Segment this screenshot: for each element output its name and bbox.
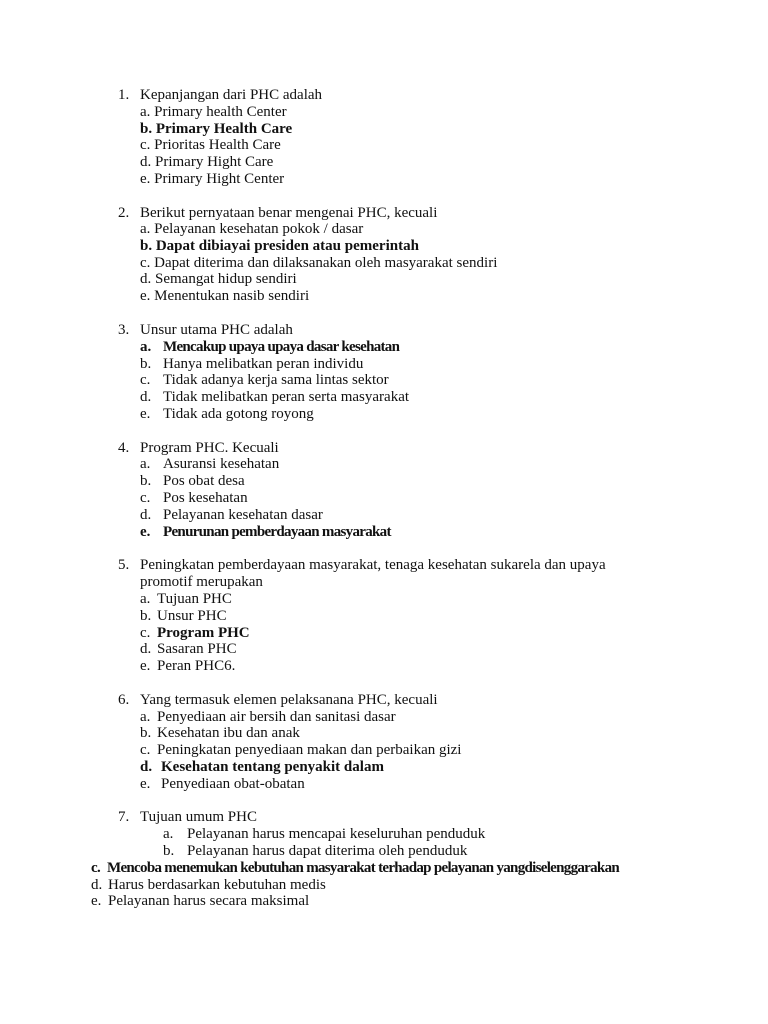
answer-option: Unsur PHC <box>157 608 227 624</box>
option-letter: a. <box>140 591 151 607</box>
answer-option-correct: b. Dapat dibiayai presiden atau pemerintah <box>140 238 419 254</box>
option-letter: b. <box>163 843 175 859</box>
option-letter: c. <box>140 372 151 388</box>
option-letter: c. <box>140 625 151 641</box>
answer-option: Peran PHC6. <box>157 658 236 674</box>
answer-option: Penyediaan air bersih dan sanitasi dasar <box>157 709 396 725</box>
answer-option: Pelayanan harus dapat diterima oleh penduduk <box>187 843 468 859</box>
question-number: 2. <box>118 205 130 221</box>
answer-option: Pelayanan harus mencapai keseluruhan penduduk <box>187 826 486 842</box>
question-number: 7. <box>118 809 130 825</box>
answer-option: e. Primary Hight Center <box>140 171 285 187</box>
answer-option: Harus berdasarkan kebutuhan medis <box>108 877 326 893</box>
option-letter: d. <box>140 389 152 405</box>
option-letter: b. <box>140 725 152 741</box>
answer-option: Pelayanan kesehatan dasar <box>163 507 323 523</box>
option-letter: e. <box>140 776 151 792</box>
answer-option: Peningkatan penyediaan makan dan perbaikan gizi <box>157 742 462 758</box>
answer-option: d. Semangat hidup sendiri <box>140 271 297 287</box>
answer-option: c. Prioritas Health Care <box>140 137 281 153</box>
answer-option: c. Dapat diterima dan dilaksanakan oleh masyarakat sendiri <box>140 255 498 271</box>
answer-option-correct: Mencakup upaya upaya dasar kesehatan <box>163 339 400 355</box>
answer-option: e. Menentukan nasib sendiri <box>140 288 310 304</box>
option-letter: e. <box>91 893 102 909</box>
question-text: Berikut pernyataan benar mengenai PHC, kecuali <box>140 205 438 221</box>
option-letter: c. <box>140 742 151 758</box>
answer-option: a. Primary health Center <box>140 104 287 120</box>
option-letter: c. <box>91 860 101 876</box>
question-number: 3. <box>118 322 130 338</box>
option-letter: a. <box>140 709 151 725</box>
question-number: 5. <box>118 557 130 573</box>
answer-option-correct: b. Primary Health Care <box>140 121 293 137</box>
question-number: 6. <box>118 692 130 708</box>
question-number: 4. <box>118 440 130 456</box>
answer-option: Tujuan PHC <box>157 591 232 607</box>
answer-option: Tidak adanya kerja sama lintas sektor <box>163 372 389 388</box>
answer-option: Asuransi kesehatan <box>163 456 280 472</box>
question-text: Program PHC. Kecuali <box>140 440 279 456</box>
option-letter: b. <box>140 473 152 489</box>
option-letter: d. <box>91 877 103 893</box>
option-letter: a. <box>163 826 174 842</box>
answer-option: Pos obat desa <box>163 473 245 489</box>
option-letter: d. <box>140 507 152 523</box>
answer-option: a. Pelayanan kesehatan pokok / dasar <box>140 221 364 237</box>
answer-option: Pos kesehatan <box>163 490 248 506</box>
option-letter: b. <box>140 608 152 624</box>
answer-option: Kesehatan ibu dan anak <box>157 725 300 741</box>
question-text: Kepanjangan dari PHC adalah <box>140 87 323 103</box>
answer-option-correct: Program PHC <box>157 625 250 641</box>
option-letter: c. <box>140 490 151 506</box>
answer-option: Tidak ada gotong royong <box>163 406 314 422</box>
question-text: Yang termasuk elemen pelaksanana PHC, kecuali <box>140 692 438 708</box>
option-letter: b. <box>140 356 152 372</box>
option-letter: a. <box>140 456 151 472</box>
answer-option: Penyediaan obat-obatan <box>161 776 305 792</box>
question-text: Tujuan umum PHC <box>140 809 257 825</box>
question-text: Peningkatan pemberdayaan masyarakat, tenaga kesehatan sukarela dan upaya <box>140 557 606 573</box>
option-letter: e. <box>140 658 151 674</box>
answer-option: Sasaran PHC <box>157 641 237 657</box>
question-text-continued: promotif merupakan <box>140 574 263 590</box>
question-text: Unsur utama PHC adalah <box>140 322 293 338</box>
answer-option: Tidak melibatkan peran serta masyarakat <box>163 389 410 405</box>
option-letter: d. <box>140 641 152 657</box>
option-letter: a. <box>140 339 152 355</box>
answer-option-correct: Kesehatan tentang penyakit dalam <box>161 759 384 775</box>
answer-option: Pelayanan harus secara maksimal <box>108 893 310 909</box>
option-letter: e. <box>140 406 151 422</box>
option-letter: d. <box>140 759 153 775</box>
option-letter: e. <box>140 524 151 540</box>
answer-option-correct: Mencoba menemukan kebutuhan masyarakat terhadap pelayanan yangdiselenggarakan <box>107 860 620 876</box>
answer-option: d. Primary Hight Care <box>140 154 274 170</box>
question-number: 1. <box>118 87 130 103</box>
answer-option: Hanya melibatkan peran individu <box>163 356 364 372</box>
answer-option-correct: Penurunan pemberdayaan masyarakat <box>163 524 391 540</box>
